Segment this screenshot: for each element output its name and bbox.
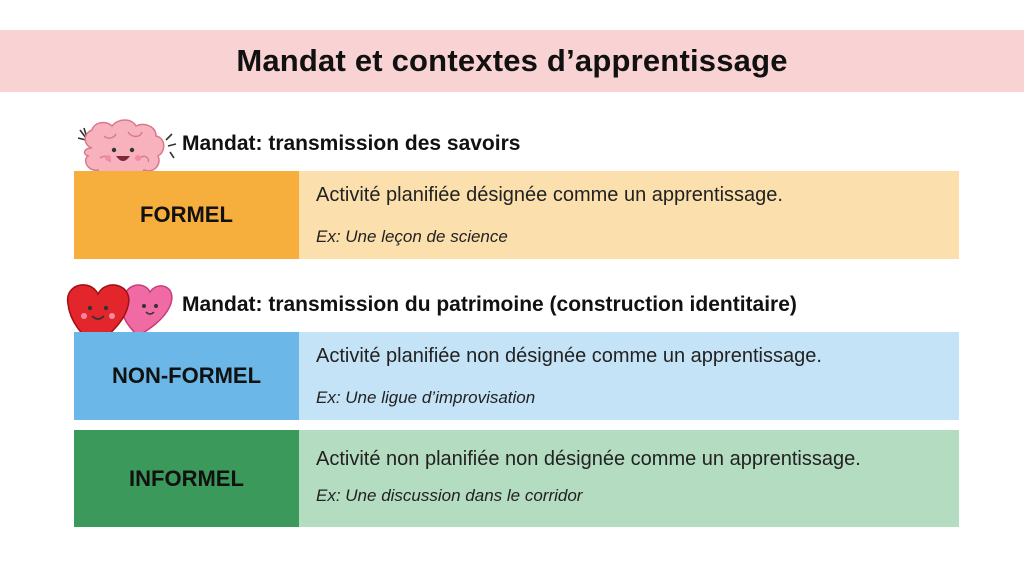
title-banner [0,30,1024,92]
mandat-savoirs: Mandat: transmission des savoirs [182,132,521,155]
example-informel: Ex: Une discussion dans le corridor [316,486,583,505]
row-informel [74,430,959,527]
mandat-patrimoine: Mandat: transmission du patrimoine (construction identitaire) [182,293,797,316]
page-title: Mandat et contextes d’apprentissage [236,43,788,78]
example-formel: Ex: Une leçon de science [316,227,508,246]
desc-informel [299,430,959,527]
description-non-formel: Activité planifiée non désignée comme un apprentissage. [316,345,822,367]
label-non-formel: NON-FORMEL [74,332,299,420]
row-non-formel [74,332,959,420]
desc-formel [299,171,959,259]
row-formel [74,171,959,259]
desc-non-formel [299,332,959,420]
description-formel: Activité planifiée désignée comme un apprentissage. [316,184,783,206]
label-informel: INFORMEL [74,430,299,527]
description-informel: Activité non planifiée non désignée comme un apprentissage. [316,448,861,470]
example-non-formel: Ex: Une ligue d’improvisation [316,388,536,407]
label-formel: FORMEL [74,171,299,259]
